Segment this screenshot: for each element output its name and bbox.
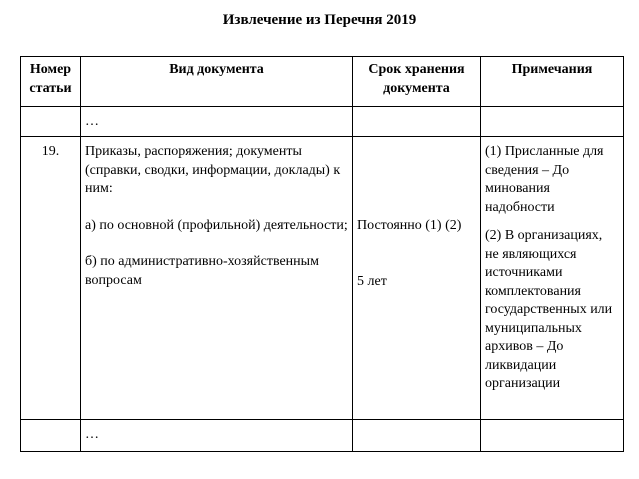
retention-a: Постоянно (1) (2) xyxy=(357,218,462,233)
ellipsis-bottom: … xyxy=(81,420,353,452)
cell-empty xyxy=(481,107,624,137)
table-row-article-19 xyxy=(21,137,624,420)
retention-cell xyxy=(353,137,481,420)
article-number: 19. xyxy=(21,137,81,420)
cell-empty xyxy=(353,107,481,137)
ellipsis-top: … xyxy=(81,107,353,137)
header-doc-type: Вид документа xyxy=(81,57,353,107)
header-notes: Примечания xyxy=(481,57,624,107)
doc-item-b: б) по административно-хозяйственным вопросам xyxy=(85,254,319,288)
doc-type-cell xyxy=(81,137,353,420)
doc-item-a: а) по основной (профильной) деятельности; xyxy=(85,217,348,233)
retention-b: 5 лет xyxy=(357,273,387,289)
header-number: Номер статьи xyxy=(21,57,81,107)
notes-cell xyxy=(481,137,624,420)
document-title: Извлечение из Перечня 2019 xyxy=(222,12,417,28)
header-retention: Срок хранения документа xyxy=(353,57,481,107)
note-2: (2) В организациях, не являющихся источниками комплектования государственных или муниципальных архивов – До ликвидации организации xyxy=(485,228,613,391)
cell-empty xyxy=(481,420,624,452)
extract-table xyxy=(20,56,624,452)
table-row-ellipsis-top xyxy=(21,107,624,137)
note-1: (1) Присланные для сведения – До минования надобности xyxy=(485,144,604,215)
table-header-row xyxy=(21,57,624,107)
cell-empty xyxy=(21,107,81,137)
cell-empty xyxy=(353,420,481,452)
cell-empty xyxy=(21,420,81,452)
table-row-ellipsis-bottom xyxy=(21,420,624,452)
doc-intro: Приказы, распоряжения; документы (справки, сводки, информации, доклады) к ним: xyxy=(85,144,341,196)
